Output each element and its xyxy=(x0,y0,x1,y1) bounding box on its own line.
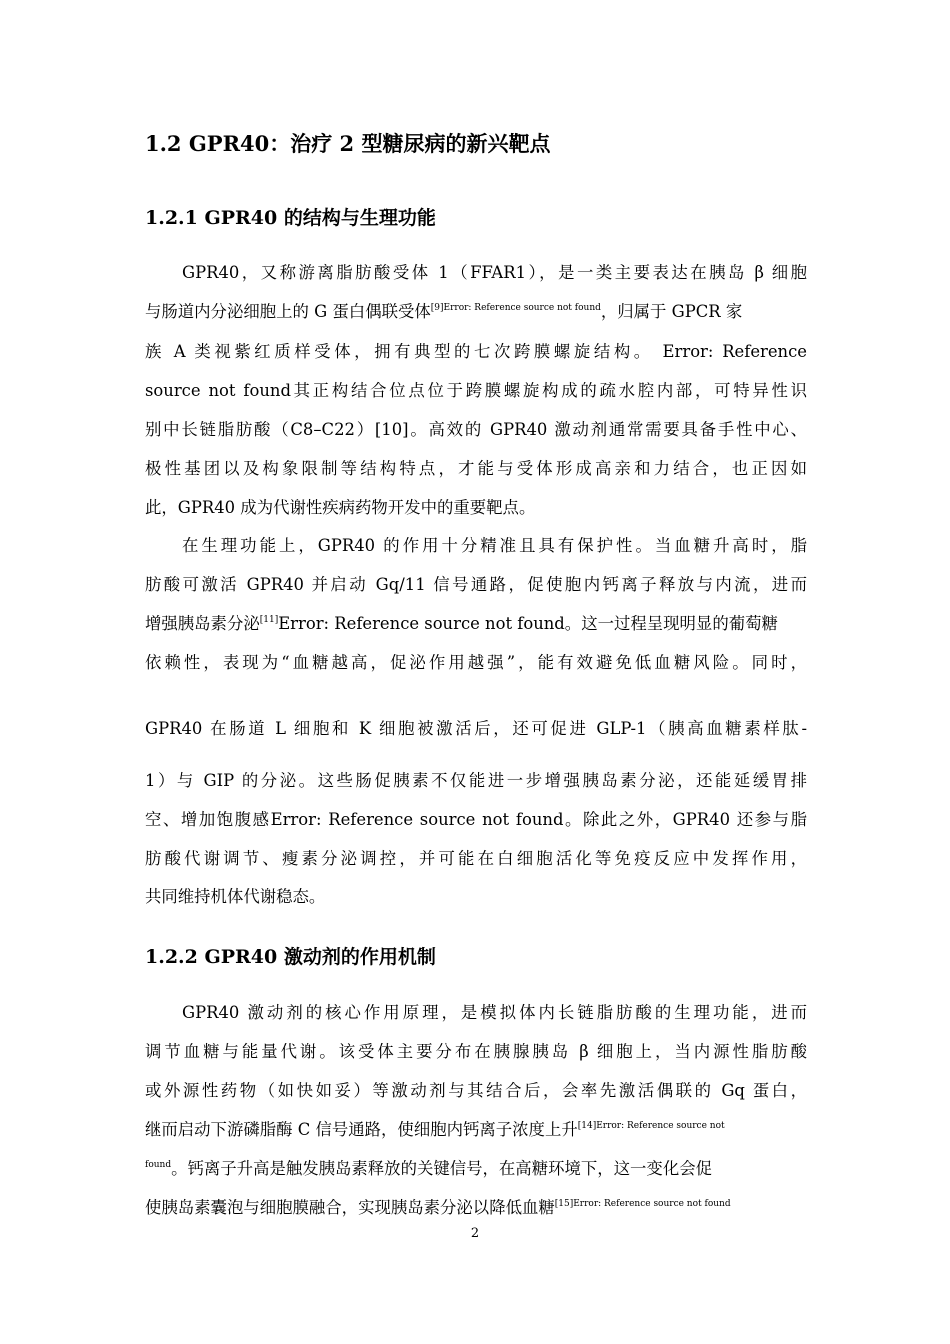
text-line: 共同维持机体代谢稳态。 xyxy=(145,887,326,906)
text-line: 与肠道内分泌细胞上的 G 蛋白偶联受体$^{[9]Error: Reference source not found}$，归属于 GPCR 家 xyxy=(145,302,743,321)
citation: [9]Error: Reference source not found xyxy=(430,303,601,313)
text-line: GPR40 在肠道 L 细胞和 K 细胞被激活后，还可促进 GLP-1（胰高血糖素样肽- xyxy=(145,719,807,738)
section-heading-1-2-2: 1.2.2 GPR40 激动剂的作用机制 xyxy=(145,946,436,968)
text-line: 此，GPR40 成为代谢性疾病药物开发中的重要靶点。 xyxy=(145,498,536,517)
text-line: 别中长链脂肪酸（C8–C22）[10]。高效的 GPR40 激动剂通常需要具备手性中心、 xyxy=(145,420,807,439)
text-line: $^{found}$。钙离子升高是触发胰岛素释放的关键信号，在高糖环境下，这一变化会促 xyxy=(145,1159,712,1178)
text-line: 空、增加饱腹感Error: Reference source not found。除此之外，GPR40 还参与脂 xyxy=(145,810,807,829)
text-line: 族 A 类视紫红质样受体，拥有典型的七次跨膜螺旋结构。 Error: Reference xyxy=(145,342,807,361)
citation: [15]Error: Reference source not found xyxy=(554,1199,731,1209)
text-line: 使胰岛素囊泡与细胞膜融合，实现胰岛素分泌以降低血糖$^{[15]Error: Reference source not found}$ xyxy=(145,1198,731,1217)
text-line: GPR40，又称游离脂肪酸受体 1（FFAR1），是一类主要表达在胰岛 β 细胞 xyxy=(182,263,807,282)
section-heading-1-2-1: 1.2.1 GPR40 的结构与生理功能 xyxy=(145,207,436,229)
text-line: 继而启动下游磷脂酶 C 信号通路，使细胞内钙离子浓度上升$^{[14]Error: Reference source not}$ xyxy=(145,1120,725,1139)
text-line: 在生理功能上，GPR40 的作用十分精准且具有保护性。当血糖升高时，脂 xyxy=(182,536,807,555)
text-line: 依赖性，表现为“血糖越高，促泌作用越强”，能有效避免低血糖风险。同时， xyxy=(145,653,807,672)
text-line: GPR40 激动剂的核心作用原理，是模拟体内长链脂肪酸的生理功能，进而 xyxy=(182,1003,807,1022)
text-line: 肪酸代谢调节、瘦素分泌调控，并可能在白细胞活化等免疫反应中发挥作用， xyxy=(145,849,807,868)
text-line: 1）与 GIP 的分泌。这些肠促胰素不仅能进一步增强胰岛素分泌，还能延缓胃排 xyxy=(145,771,807,790)
section-heading-1-2: 1.2 GPR40：治疗 2 型糖尿病的新兴靶点 xyxy=(145,131,551,156)
text-line: 肪酸可激活 GPR40 并启动 Gq/11 信号通路，促使胞内钙离子释放与内流，进而 xyxy=(145,575,807,594)
text-line: 或外源性药物（如快如妥）等激动剂与其结合后，会率先激活偶联的 Gq 蛋白， xyxy=(145,1081,807,1100)
text-line: 调节血糖与能量代谢。该受体主要分布在胰腺胰岛 β 细胞上，当内源性脂肪酸 xyxy=(145,1042,807,1061)
text-line: source not found其正构结合位点位于跨膜螺旋构成的疏水腔内部，可特异性识 xyxy=(145,381,807,400)
citation: [14]Error: Reference source not xyxy=(577,1121,725,1131)
citation: [11] xyxy=(259,615,279,625)
page-number: 2 xyxy=(470,1226,480,1241)
text-line: 极性基团以及构象限制等结构特点，才能与受体形成高亲和力结合，也正因如 xyxy=(145,459,807,478)
text-line: 增强胰岛素分泌[11]Error: Reference source not found。这一过程呈现明显的葡萄糖 xyxy=(145,614,778,633)
citation: found xyxy=(145,1160,172,1170)
